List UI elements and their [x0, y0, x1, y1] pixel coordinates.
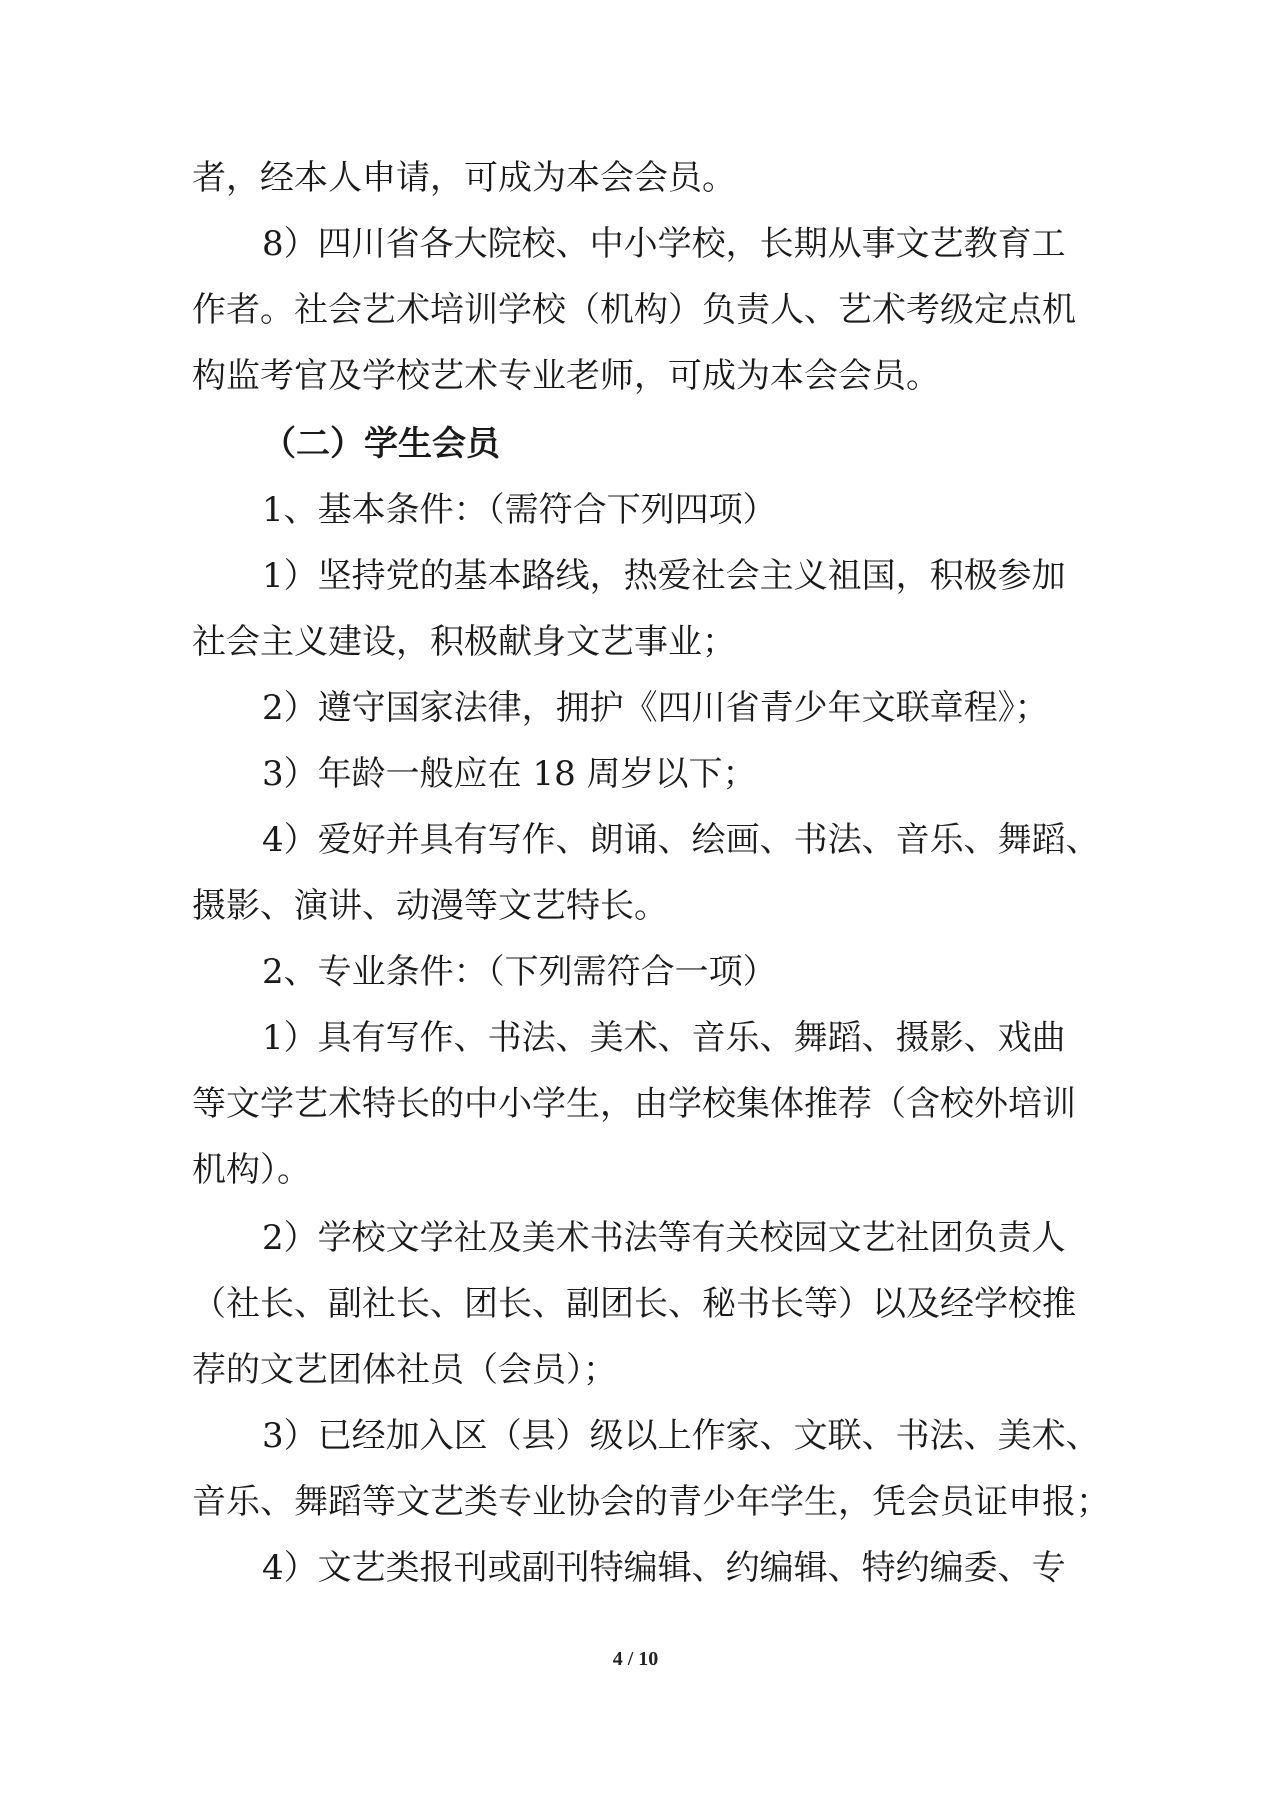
text-line-4: 构监考官及学校艺术专业老师，可成为本会会员。: [192, 356, 940, 396]
text-line-18: （社长、副社长、团长、副团长、秘书长等）以及经学校推: [192, 1284, 1076, 1324]
text-line-8: 社会主义建设，积极献身文艺事业；: [192, 622, 736, 662]
text-line-10: 3）年龄一般应在 18 周岁以下；: [262, 754, 757, 794]
text-line-19: 荐的文艺团体社员（会员）；: [192, 1350, 617, 1390]
text-line-2: 8）四川省各大院校、中小学校，长期从事文艺教育工: [262, 224, 1066, 264]
text-line-16: 机构）。: [192, 1150, 311, 1190]
text-line-6: 1、基本条件：（需符合下列四项）: [262, 490, 777, 530]
text-line-9: 2）遵守国家法律，拥护《四川省青少年文联章程》；: [262, 688, 1049, 728]
page-number: 4 / 10: [612, 1648, 659, 1670]
text-line-13: 2、专业条件：（下列需符合一项）: [262, 952, 777, 992]
text-line-1: 者，经本人申请，可成为本会会员。: [192, 158, 736, 198]
text-line-7: 1）坚持党的基本路线，热爱社会主义祖国，积极参加: [262, 556, 1066, 596]
text-line-22: 4）文艺类报刊或副刊特编辑、约编辑、特约编委、专: [262, 1548, 1066, 1588]
text-line-3: 作者。社会艺术培训学校（机构）负责人、艺术考级定点机: [192, 290, 1076, 330]
text-line-12: 摄影、演讲、动漫等文艺特长。: [192, 886, 668, 926]
text-line-15: 等文学艺术特长的中小学生，由学校集体推荐（含校外培训: [192, 1084, 1076, 1124]
text-line-14: 1）具有写作、书法、美术、音乐、舞蹈、摄影、戏曲: [262, 1018, 1066, 1058]
text-line-21: 音乐、舞蹈等文艺类专业协会的青少年学生，凭会员证申报；: [192, 1482, 1110, 1522]
section-heading-student-members: （二）学生会员: [262, 424, 500, 464]
text-line-17: 2）学校文学社及美术书法等有关校园文艺社团负责人: [262, 1218, 1066, 1258]
text-line-11: 4）爱好并具有写作、朗诵、绘画、书法、音乐、舞蹈、: [262, 820, 1100, 860]
text-line-20: 3）已经加入区（县）级以上作家、文联、书法、美术、: [262, 1416, 1100, 1456]
